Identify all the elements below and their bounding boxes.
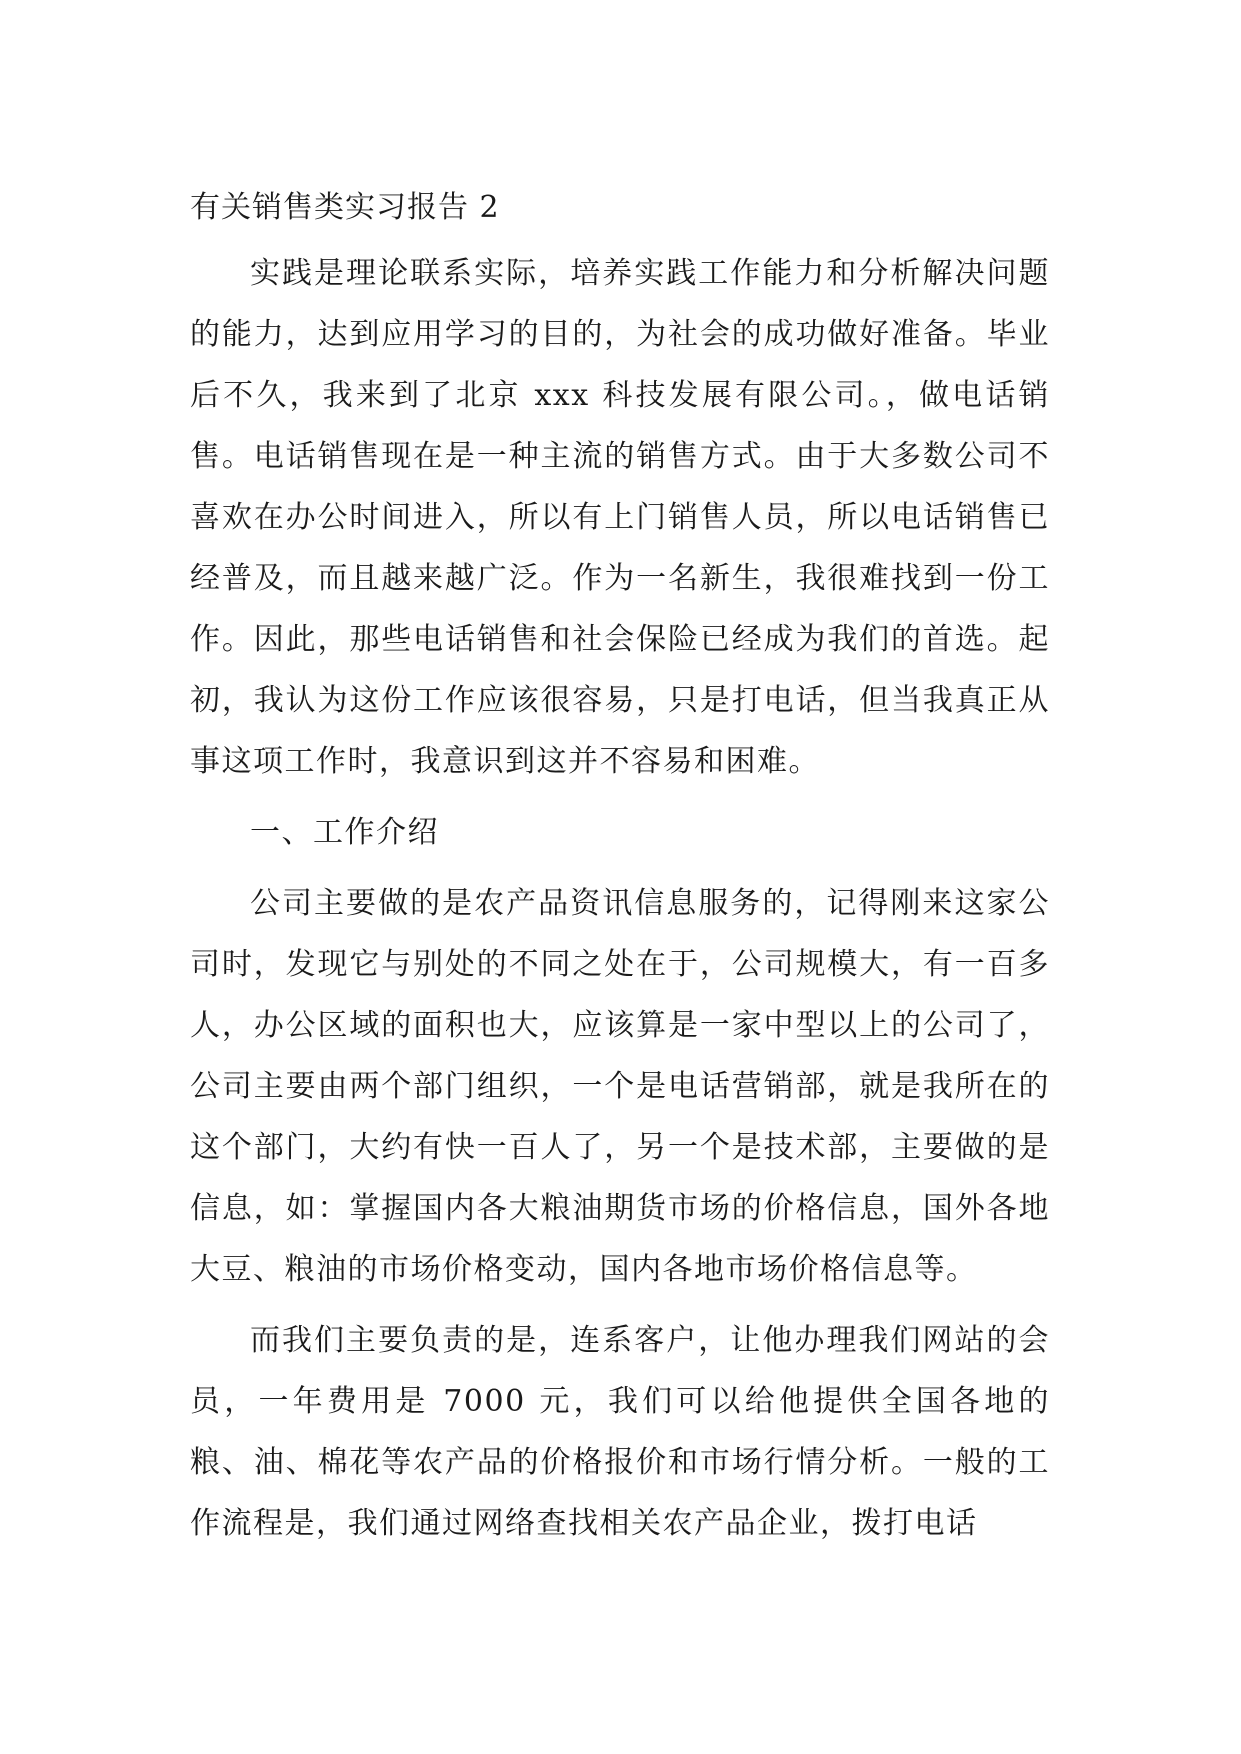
paragraph-responsibilities: 而我们主要负责的是，连系客户，让他办理我们网站的会员，一年费用是 7000 元，我们可以给他提供全国各地的粮、油、棉花等农产品的价格报价和市场行情分析。一般的工作流程是，我们通过网络查找相关农产品企业，拨打电话: [190, 1323, 1050, 1541]
section-heading-work-intro: 一、工作介绍: [250, 815, 439, 850]
paragraph-intro: 实践是理论联系实际，培养实践工作能力和分析解决问题的能力，达到应用学习的目的，为社会的成功做好准备。毕业后不久，我来到了北京 xxx 科技发展有限公司。，做电话销售。电话销售现在是一种主流的销售方式。由于大多数公司不喜欢在办公时间进入，所以有上门销售人员，所以电话销售已经普及，而且越来越广泛。作为一名新生，我很难找到一份工作。因此，那些电话销售和社会保险已经成为我们的首选。起初，我认为这份工作应该很容易，只是打电话，但当我真正从事这项工作时，我意识到这并不容易和困难。: [190, 256, 1050, 779]
document-body: [190, 187, 1050, 1564]
document-title: 有关销售类实习报告 2: [190, 190, 500, 225]
paragraph-company: 公司主要做的是农产品资讯信息服务的，记得刚来这家公司时，发现它与别处的不同之处在于，公司规模大，有一百多人，办公区域的面积也大，应该算是一家中型以上的公司了，公司主要由两个部门组织，一个是电话营销部，就是我所在的这个部门，大约有快一百人了，另一个是技术部，主要做的是信息，如：掌握国内各大粮油期货市场的价格信息，国外各地大豆、粮油的市场价格变动，国内各地市场价格信息等。: [190, 886, 1050, 1287]
